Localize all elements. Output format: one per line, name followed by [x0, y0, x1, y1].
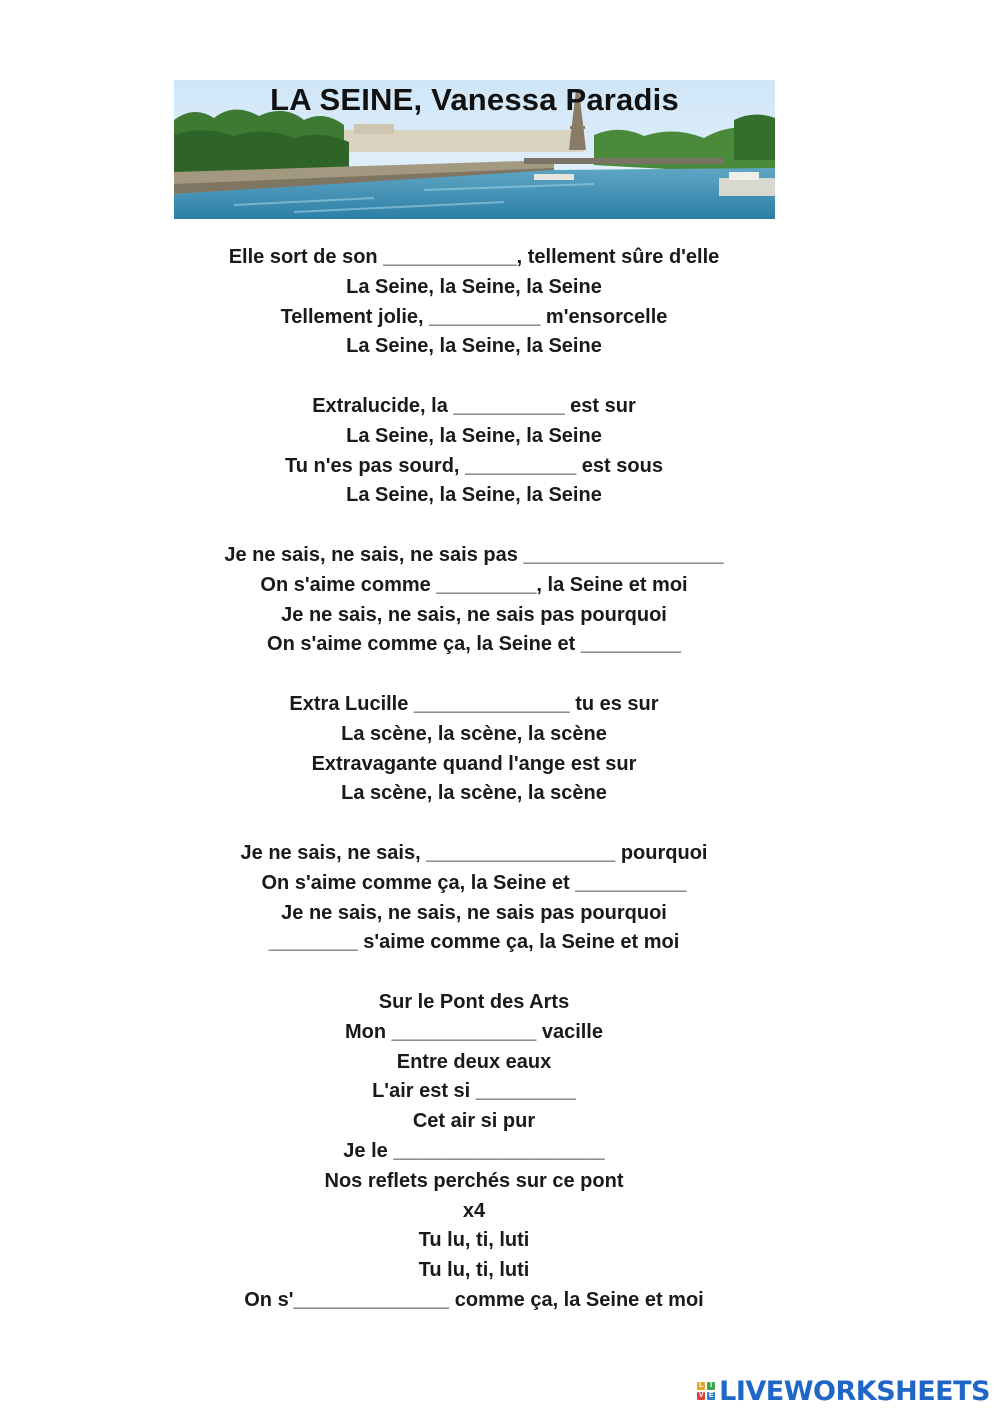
lyric-line: Je ne sais, ne sais, ne sais pas pourquoi [281, 603, 667, 626]
lyric-line: Je ne sais, ne sais, _________________ pourquoi [240, 841, 708, 864]
lyric-line: ________ s'aime comme ça, la Seine et moi [268, 931, 680, 954]
footer-brand [696, 1376, 990, 1406]
lyric-line: x4 [462, 1199, 486, 1222]
lyric-line: Cet air si pur [412, 1110, 536, 1133]
lyric-line: Je le ___________________ [343, 1139, 605, 1162]
lyric-line: La Seine, la Seine, la Seine [346, 275, 602, 298]
stanza-break [0, 809, 948, 839]
lyric-line: On s'aime comme _________, la Seine et moi [260, 573, 688, 596]
lyric-line: L'air est si _________ [372, 1080, 576, 1103]
lyric-line: Tu n'es pas sourd, __________ est sous [285, 454, 663, 477]
lyric-line: On s'______________ comme ça, la Seine et moi [244, 1288, 704, 1311]
lyric-line: La Seine, la Seine, la Seine [346, 424, 602, 447]
lyric-line: Nos reflets perchés sur ce pont [324, 1169, 624, 1192]
stanza-break [0, 660, 948, 690]
page-title: LA SEINE, Vanessa Paradis [270, 82, 679, 117]
lyrics-body [0, 243, 948, 1316]
lyric-line: La Seine, la Seine, la Seine [346, 335, 602, 358]
liveworksheets-logo-icon: L I V E [698, 1382, 714, 1399]
lyric-line: Extravagante quand l'ange est sur [311, 752, 637, 775]
brand-name: LIVEWORKSHEETS [719, 1375, 990, 1407]
lyric-line: Je ne sais, ne sais, ne sais pas __________________ [224, 543, 724, 566]
lyric-line: La scène, la scène, la scène [341, 722, 607, 745]
stanza-break [0, 362, 948, 392]
header-banner [174, 80, 775, 219]
lyric-line: Entre deux eaux [396, 1050, 552, 1073]
lyric-line: On s'aime comme ça, la Seine et _________ [267, 633, 681, 656]
lyric-line: Tu lu, ti, luti [418, 1229, 530, 1252]
lyric-line: Elle sort de son ____________, tellement sûre d'elle [228, 246, 720, 268]
lyric-line: La Seine, la Seine, la Seine [346, 484, 602, 507]
stanza-break [0, 511, 948, 541]
lyric-line: Je ne sais, ne sais, ne sais pas pourquoi [281, 901, 667, 924]
lyric-line: La scène, la scène, la scène [341, 782, 607, 805]
lyric-line: Extralucide, la __________ est sur [312, 394, 636, 417]
lyric-line: Mon _____________ vacille [345, 1020, 603, 1043]
lyric-line: Extra Lucille ______________ tu es sur [289, 692, 659, 715]
stanza-break [0, 958, 948, 988]
lyric-line: Tellement jolie, __________ m'ensorcelle [280, 305, 668, 328]
lyric-line: Sur le Pont des Arts [378, 990, 570, 1013]
lyric-line: Tu lu, ti, luti [418, 1259, 530, 1282]
lyric-line: On s'aime comme ça, la Seine et __________ [261, 871, 687, 894]
